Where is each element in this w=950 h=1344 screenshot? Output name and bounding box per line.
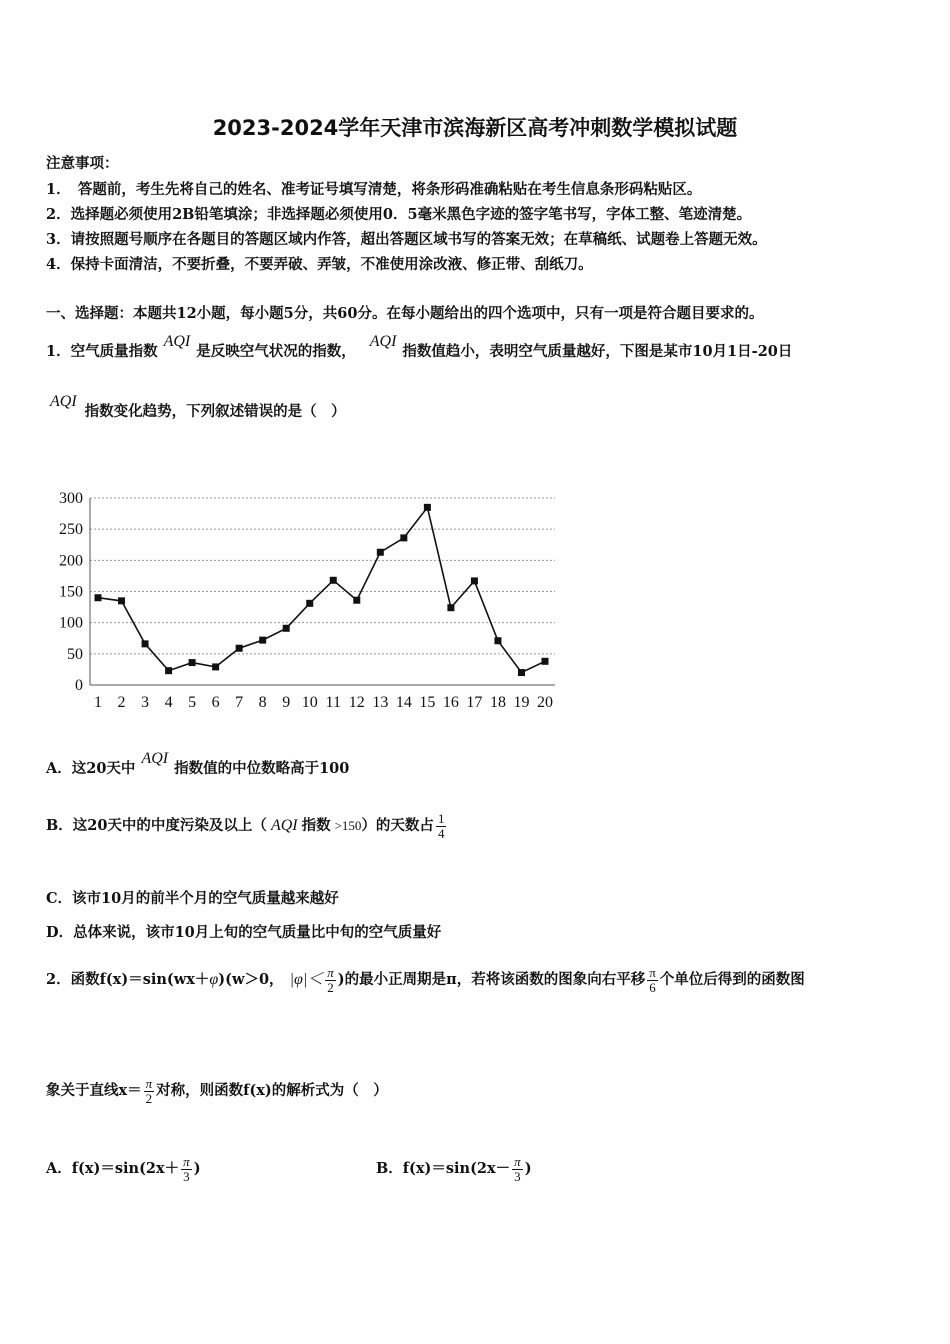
data-point [494,637,501,644]
y-tick-label: 250 [59,521,83,539]
y-tick-label: 100 [59,614,83,632]
q1-text: 1．空气质量指数 [46,343,158,360]
q1-text: 指数变化趋势，下列叙述错误的是（ ） [84,403,346,420]
notice-item: 3．请按照题号顺序在各题目的答题区域内作答，超出答题区域书写的答案无效；在草稿纸、试题卷上答题无效。 [46,231,767,248]
fraction-numerator: π [183,1154,190,1169]
y-tick-label: 0 [75,677,83,694]
fraction-pi-over-6 [647,966,658,994]
x-tick-label: 4 [164,694,173,711]
data-point [142,640,149,647]
section-heading: 一、选择题：本题共12小题，每小题5分，共60分。在每小题给出的四个选项中，只有一项是符合题目要求的。 [46,305,764,322]
aqi-symbol: AQI [270,817,298,835]
q1-text: 指数值趋小，表明空气质量越好，下图是某市10月1日-20日 [402,343,793,360]
x-tick-label: 7 [235,694,244,711]
q2-line2 [46,1077,388,1105]
data-point [353,597,360,604]
x-tick-label: 19 [513,694,530,711]
fraction-numerator: π [514,1154,521,1169]
data-point [306,600,313,607]
x-tick-label: 13 [372,694,389,711]
data-point [212,663,219,670]
data-point [542,658,549,665]
data-point [424,504,431,511]
q1-option-c[interactable]: C．该市10月的前半个月的空气质量越来越好 [46,890,339,907]
fraction-one-quarter [436,812,447,840]
aqi-symbol: AQI [369,333,397,350]
q1-option-d[interactable]: D．总体来说，该市10月上旬的空气质量比中旬的空气质量好 [46,924,442,941]
fraction-pi-over-3 [512,1155,523,1183]
data-point [95,594,102,601]
x-tick-label: 6 [211,694,220,711]
q1-option-a[interactable] [46,750,350,778]
aqi-symbol: AQI [163,333,191,350]
x-tick-label: 15 [419,694,436,711]
data-point [259,637,266,644]
x-tick-label: 18 [489,694,506,711]
option-a-text: 指数值的中位数略高于100 [174,760,350,777]
x-tick-label: 11 [325,694,341,711]
notice-item: 1． 答题前，考生先将自己的姓名、准考证号填写清楚，将条形码准确粘贴在考生信息条形码粘贴区。 [46,181,702,198]
option-a-text: ) [193,1160,201,1178]
q2-text: 对称，则函数f(x)的解析式为（ ） [156,1082,388,1100]
fraction-numerator: π [649,965,656,980]
data-point [447,604,454,611]
fraction-pi-over-2 [325,966,336,994]
data-point [471,577,478,584]
y-tick-label: 50 [67,645,83,663]
chart-grid [90,498,555,654]
option-a-text: A．f(x)＝sin(2x＋ [46,1160,180,1178]
fraction-denominator: 2 [145,1090,153,1106]
x-tick-label: 3 [141,694,150,711]
x-tick-label: 10 [301,694,318,711]
x-tick-label: 2 [117,694,126,711]
x-tick-label: 16 [442,694,459,711]
fraction-numerator: π [327,965,334,980]
notice-item: 4．保持卡面清洁，不要折叠，不要弄破、弄皱，不准使用涂改液、修正带、刮纸刀。 [46,256,593,273]
data-point [518,669,525,676]
aqi-series-line [98,507,545,672]
q2-text: )的最小正周期是π，若将该函数的图象向右平移 [337,971,646,989]
q2-text: )(w＞0， [218,971,284,989]
fraction-denominator: 4 [437,825,445,841]
aqi-points [95,504,549,676]
q2-option-a[interactable] [46,1155,201,1183]
option-b-text: 指数 [301,817,331,835]
aqi-symbol: AQI [141,750,169,767]
fraction-pi-over-3 [181,1155,192,1183]
option-a-text: A．这20天中 [46,760,136,777]
y-tick-labels [59,490,83,694]
x-tick-label: 20 [537,694,553,711]
option-b-text: ) [524,1160,532,1178]
fraction-numerator: π [145,1076,153,1091]
abs-phi-condition: |φ|＜ [289,971,324,989]
x-tick-label: 9 [282,694,291,711]
data-point [118,597,125,604]
q1-text: 是反映空气状况的指数， [196,343,356,360]
fraction-pi-over-2 [144,1077,155,1105]
x-tick-labels [94,694,553,711]
option-b-text: ）的天数占 [361,817,434,835]
q2-text: 个单位后得到的函数图 [659,971,805,989]
q1-option-b[interactable] [46,812,448,840]
x-tick-label: 5 [188,694,197,711]
threshold-value: >150 [334,818,362,834]
y-tick-label: 300 [59,490,83,507]
data-point [400,534,407,541]
fraction-numerator: 1 [437,811,445,826]
fraction-denominator: 3 [514,1168,521,1184]
x-tick-label: 12 [348,694,365,711]
fraction-denominator: 3 [183,1168,190,1184]
aqi-symbol: AQI [50,393,77,410]
q2-text: 象关于直线x＝ [46,1082,142,1100]
x-tick-label: 17 [466,694,483,711]
y-tick-label: 150 [59,583,83,601]
data-point [283,625,290,632]
x-tick-label: 14 [395,694,412,711]
q1-line2 [50,393,346,421]
fraction-denominator: 2 [327,979,334,995]
notice-heading: 注意事项： [46,155,119,172]
q2-option-b[interactable] [376,1155,532,1183]
option-b-text: B．f(x)＝sin(2x－ [376,1160,511,1178]
data-point [330,577,337,584]
x-tick-label: 8 [258,694,267,711]
aqi-line-chart [50,485,560,715]
x-tick-label: 1 [94,694,102,711]
q2-line1 [46,966,805,994]
fraction-denominator: 6 [649,979,656,995]
data-point [377,549,384,556]
option-b-text: B．这20天中的中度污染及以上（ [46,817,267,835]
q2-text: 2．函数f(x)＝sin(wx＋ [46,971,210,989]
q1-line1 [46,333,793,361]
page-title: 2023-2024学年天津市滨海新区高考冲刺数学模拟试题 [212,116,738,140]
y-tick-label: 200 [59,552,83,570]
phi-symbol: φ [209,971,219,989]
data-point [236,645,243,652]
notice-item: 2．选择题必须使用2B铅笔填涂；非选择题必须使用0．5毫米黑色字迹的签字笔书写，字体工整、笔迹清楚。 [46,206,752,223]
data-point [189,659,196,666]
data-point [165,667,172,674]
